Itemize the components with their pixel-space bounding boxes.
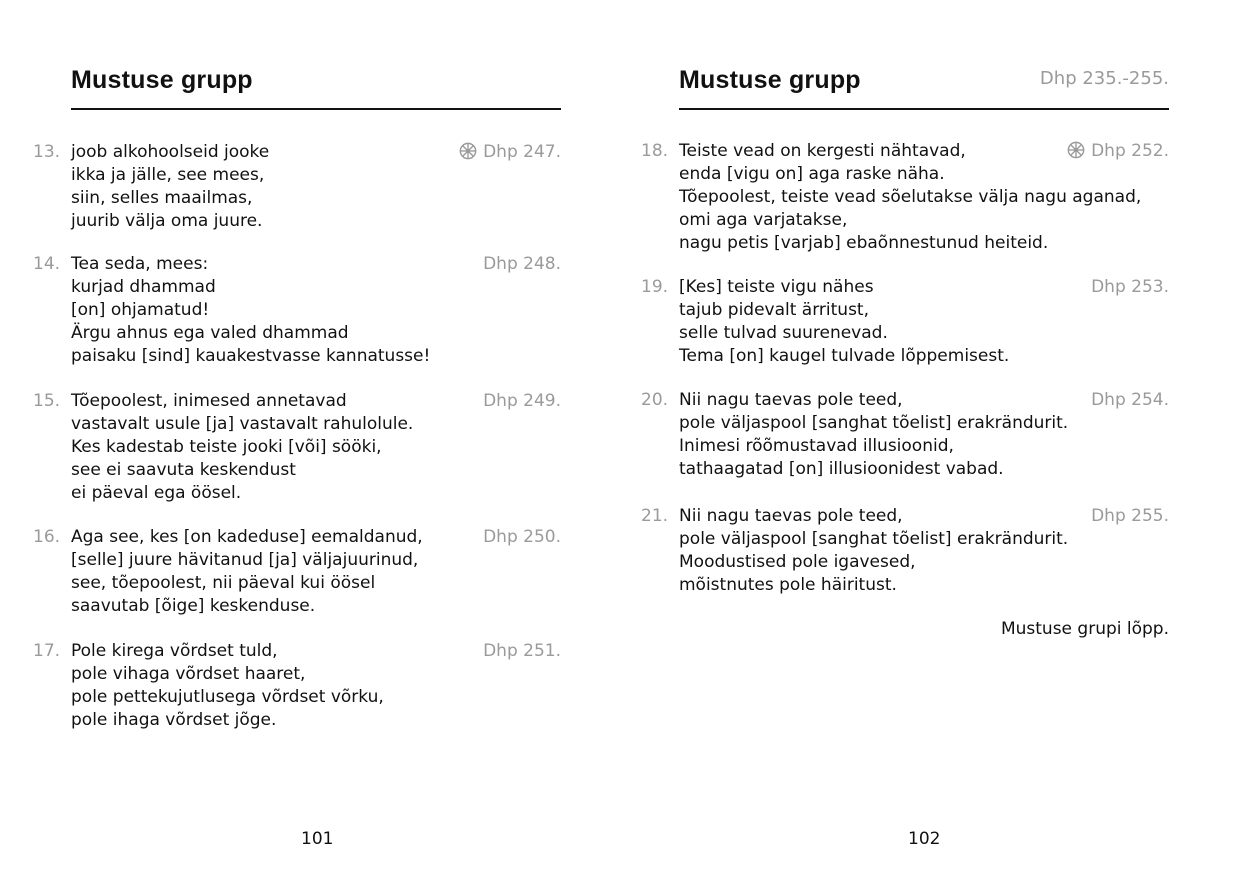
verse-line: [Kes] teiste vigu nähes bbox=[679, 277, 874, 297]
verse-number: 20. bbox=[641, 390, 669, 410]
verse-line: nagu petis [varjab] ebaõnnestunud heiteid. bbox=[679, 233, 1049, 253]
verse-20 bbox=[641, 389, 1169, 481]
verse-line: Ärgu ahnus ega valed dhammad bbox=[71, 323, 349, 343]
verse-15 bbox=[33, 390, 561, 505]
verse-16 bbox=[33, 526, 561, 618]
page-title: Mustuse grupp bbox=[679, 66, 861, 94]
verse-number: 18. bbox=[641, 141, 669, 161]
verse-line: paisaku [sind] kauakestvasse kannatusse! bbox=[71, 346, 431, 366]
verse-line: siin, selles maailmas, bbox=[71, 188, 253, 208]
verse-reference: Dhp 249. bbox=[483, 391, 561, 411]
verse-line: [selle] juure hävitanud [ja] väljajuurinud, bbox=[71, 550, 419, 570]
verse-line: pole vihaga võrdset haaret, bbox=[71, 664, 306, 684]
verse-number: 16. bbox=[33, 527, 61, 547]
verse-line: kurjad dhammad bbox=[71, 277, 216, 297]
verse-line: Teiste vead on kergesti nähtavad, bbox=[679, 141, 966, 161]
verse-line: Tea seda, mees: bbox=[71, 254, 209, 274]
verse-17 bbox=[33, 640, 561, 732]
verse-line: Tõepoolest, inimesed annetavad bbox=[71, 391, 347, 411]
left-page-header bbox=[71, 64, 561, 110]
right-page bbox=[620, 0, 1241, 875]
verse-line: pole väljaspool [sanghat tõelist] erakrändurit. bbox=[679, 529, 1069, 549]
verse-21 bbox=[641, 505, 1169, 597]
verse-line: Tõepoolest, teiste vead sõelutakse välja nagu aganad, bbox=[679, 187, 1142, 207]
right-page-header bbox=[679, 64, 1169, 110]
verse-ref-text: Dhp 252. bbox=[1091, 141, 1169, 161]
verse-line: pole väljaspool [sanghat tõelist] erakrändurit. bbox=[679, 413, 1069, 433]
verse-line: see ei saavuta keskendust bbox=[71, 460, 296, 480]
left-page bbox=[0, 0, 620, 875]
verse-line: omi aga varjatakse, bbox=[679, 210, 848, 230]
verse-line: tajub pidevalt ärritust, bbox=[679, 300, 869, 320]
verse-line: pole pettekujutlusega võrdset võrku, bbox=[71, 687, 384, 707]
chapter-end-note: Mustuse grupi lõpp. bbox=[1000, 619, 1169, 639]
verse-number: 21. bbox=[641, 506, 669, 526]
verse-18 bbox=[641, 140, 1169, 255]
dharma-wheel-icon bbox=[1067, 141, 1085, 159]
verse-number: 17. bbox=[33, 641, 61, 661]
page-title: Mustuse grupp bbox=[71, 66, 253, 94]
verse-line: Nii nagu taevas pole teed, bbox=[679, 390, 903, 410]
verse-reference: Dhp 250. bbox=[483, 527, 561, 547]
verse-number: 15. bbox=[33, 391, 61, 411]
dharma-wheel-icon bbox=[459, 142, 477, 160]
verse-13 bbox=[33, 141, 561, 233]
verse-line: tathaagatad [on] illusioonidest vabad. bbox=[679, 459, 1004, 479]
verse-line: see, tõepoolest, nii päeval kui öösel bbox=[71, 573, 376, 593]
verse-range: Dhp 235.-255. bbox=[1039, 68, 1169, 89]
page-number: 102 bbox=[908, 829, 941, 849]
verse-line: enda [vigu on] aga raske näha. bbox=[679, 164, 945, 184]
page-number: 101 bbox=[301, 829, 334, 849]
verse-number: 13. bbox=[33, 142, 61, 162]
verse-line: Moodustised pole igavesed, bbox=[679, 552, 916, 572]
verse-number: 19. bbox=[641, 277, 669, 297]
verse-line: Nii nagu taevas pole teed, bbox=[679, 506, 903, 526]
verse-line: saavutab [õige] keskenduse. bbox=[71, 596, 316, 616]
verse-reference: Dhp 253. bbox=[1091, 277, 1169, 297]
verse-reference: Dhp 255. bbox=[1091, 506, 1169, 526]
verse-reference: Dhp 248. bbox=[483, 254, 561, 274]
verse-line: joob alkohoolseid jooke bbox=[71, 142, 270, 162]
verse-number: 14. bbox=[33, 254, 61, 274]
verse-14 bbox=[33, 253, 561, 368]
verse-line: ikka ja jälle, see mees, bbox=[71, 165, 265, 185]
verse-line: juurib välja oma juure. bbox=[71, 211, 263, 231]
verse-ref-text: Dhp 247. bbox=[483, 142, 561, 162]
verse-line: selle tulvad suurenevad. bbox=[679, 323, 888, 343]
verse-reference bbox=[459, 141, 561, 164]
verse-reference: Dhp 251. bbox=[483, 641, 561, 661]
verse-line: Kes kadestab teiste jooki [või] sööki, bbox=[71, 437, 382, 457]
verse-line: Inimesi rõõmustavad illusioonid, bbox=[679, 436, 954, 456]
verse-line: vastavalt usule [ja] vastavalt rahulolule. bbox=[71, 414, 414, 434]
verse-line: Tema [on] kaugel tulvade lõppemisest. bbox=[679, 346, 1010, 366]
verse-19 bbox=[641, 276, 1169, 368]
verse-line: Pole kirega võrdset tuld, bbox=[71, 641, 278, 661]
verse-line: [on] ohjamatud! bbox=[71, 300, 210, 320]
verse-reference bbox=[1067, 140, 1169, 163]
verse-line: Aga see, kes [on kadeduse] eemaldanud, bbox=[71, 527, 423, 547]
verse-reference: Dhp 254. bbox=[1091, 390, 1169, 410]
verse-line: pole ihaga võrdset jõge. bbox=[71, 710, 277, 730]
verse-line: mõistnutes pole häiritust. bbox=[679, 575, 897, 595]
verse-line: ei päeval ega öösel. bbox=[71, 483, 242, 503]
